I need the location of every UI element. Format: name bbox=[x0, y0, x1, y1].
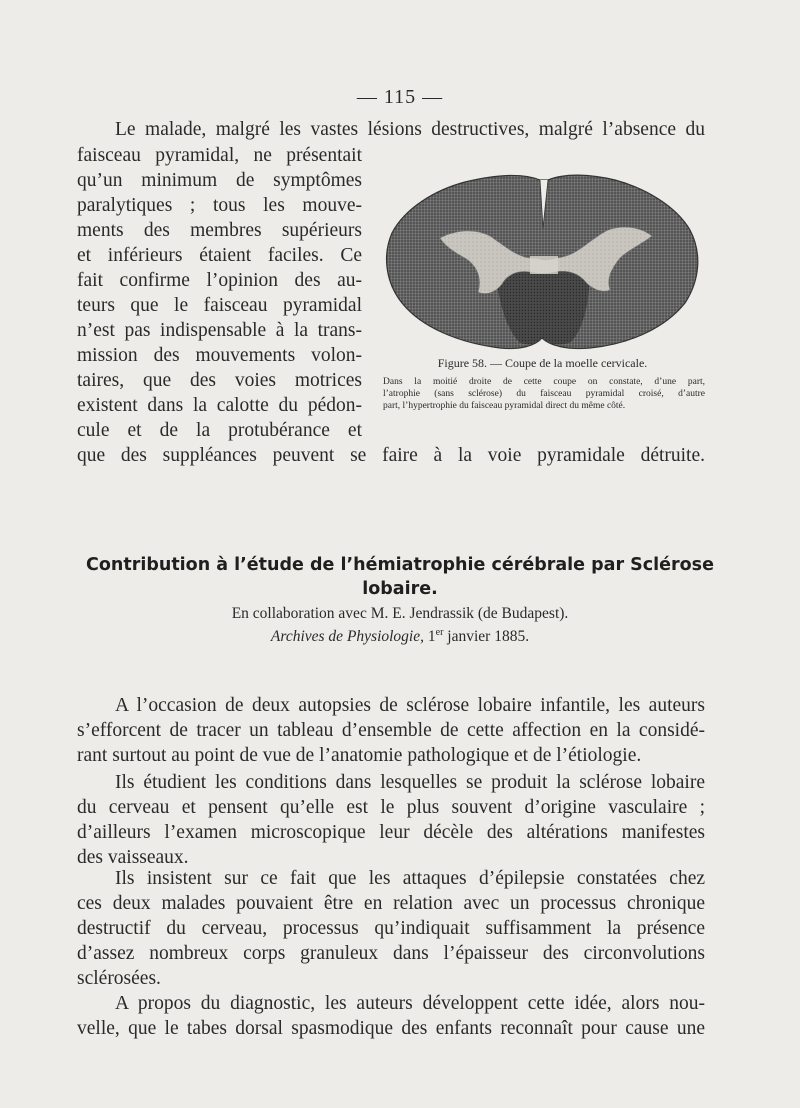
text-line: cule et de la protubérance et bbox=[77, 420, 362, 441]
text-line: sclérosées. bbox=[77, 968, 161, 989]
page-number: — 115 — bbox=[356, 86, 444, 108]
paragraph-diagnosis bbox=[77, 991, 705, 1041]
text-line: que des suppléances peuvent se faire à la voie pyramidale détruite. bbox=[77, 445, 705, 466]
paragraph-intro-first-line bbox=[115, 117, 705, 142]
text-line: taires, que des voies motrices bbox=[77, 370, 362, 391]
caption-line: Dans la moitié droite de cette coupe on constate, d’une part, bbox=[383, 377, 705, 387]
spinal-cord-section-figure bbox=[380, 168, 705, 358]
text-line: A propos du diagnostic, les auteurs développent cette idée, alors nou- bbox=[115, 993, 705, 1014]
text-line: Ils étudient les conditions dans lesquelles se produit la sclérose lobaire bbox=[115, 772, 705, 793]
text-line: ces deux malades pouvaient être en relation avec un processus chronique bbox=[77, 893, 705, 914]
text-line: et inférieurs étaient faciles. Ce bbox=[77, 245, 362, 266]
text-line: ments des membres supérieurs bbox=[77, 220, 362, 241]
date-day: 1 bbox=[424, 628, 436, 646]
journal-reference bbox=[0, 627, 800, 646]
text-line: qu’un minimum de symptômes bbox=[77, 170, 362, 191]
text-line: du cerveau et pensent qu’elle est le plus souvent d’origine vasculaire ; bbox=[77, 797, 705, 818]
text-line: s’efforcent de tracer un tableau d’ensemble de cette affection en la considé- bbox=[77, 720, 705, 741]
figure-caption bbox=[383, 376, 705, 412]
text-line: faisceau pyramidal, ne présentait bbox=[77, 145, 362, 166]
text-line: fait confirme l’opinion des au- bbox=[77, 270, 362, 291]
text-line: existent dans la calotte du pédon- bbox=[77, 395, 362, 416]
figure-title: Figure 58. — Coupe de la moelle cervicale. bbox=[437, 356, 648, 370]
text-line: mission des mouvements volon- bbox=[77, 345, 362, 366]
paragraph-occasion bbox=[77, 693, 705, 768]
paragraph-conditions bbox=[77, 770, 705, 870]
text-line: Ils insistent sur ce fait que les attaques d’épilepsie constatées chez bbox=[115, 868, 705, 889]
paragraph-epilepsy bbox=[77, 866, 705, 991]
caption-line: part, l’hypertrophie du faisceau pyramidal direct du même côté. bbox=[383, 401, 626, 411]
section-title bbox=[70, 553, 730, 601]
text-line: teurs que le faisceau pyramidal bbox=[77, 295, 362, 316]
text-line: d’ailleurs l’examen microscopique leur décèle des altérations manifestes bbox=[77, 822, 705, 843]
section-title-line: lobaire. bbox=[362, 579, 438, 599]
text-line: Le malade, malgré les vastes lésions destructives, malgré l’absence du bbox=[115, 119, 705, 140]
text-line: velle, que le tabes dorsal spasmodique des enfants reconnaît pour cause une bbox=[77, 1018, 705, 1039]
paragraph-intro-column bbox=[77, 143, 362, 443]
date-ordinal: er bbox=[435, 627, 444, 638]
section-title-line: Contribution à l’étude de l’hémiatrophie cérébrale par Sclérose bbox=[86, 555, 714, 575]
date-rest: janvier 1885. bbox=[443, 628, 530, 646]
text-line: A l’occasion de deux autopsies de sclérose lobaire infantile, les auteurs bbox=[115, 695, 705, 716]
paragraph-intro-last-line bbox=[77, 443, 705, 468]
text-line: paralytiques ; tous les mouve- bbox=[77, 195, 362, 216]
text-line: destructif du cerveau, processus qu’indiquait suffisamment la présence bbox=[77, 918, 705, 939]
journal-name: Archives de Physiologie, bbox=[270, 628, 424, 646]
text-line: rant surtout au point de vue de l’anatomie pathologique et de l’étiologie. bbox=[77, 745, 642, 766]
text-line: des vaisseaux. bbox=[77, 847, 189, 868]
text-line: d’assez nombreux corps granuleux dans l’épaisseur des circonvolutions bbox=[77, 943, 705, 964]
text-line: n’est pas indispensable à la trans- bbox=[77, 320, 362, 341]
collaboration-note: En collaboration avec M. E. Jendrassik (de Budapest). bbox=[231, 605, 569, 622]
caption-line: l’atrophie (sans sclérose) du faisceau pyramidal croisé, d’autre bbox=[383, 389, 705, 399]
